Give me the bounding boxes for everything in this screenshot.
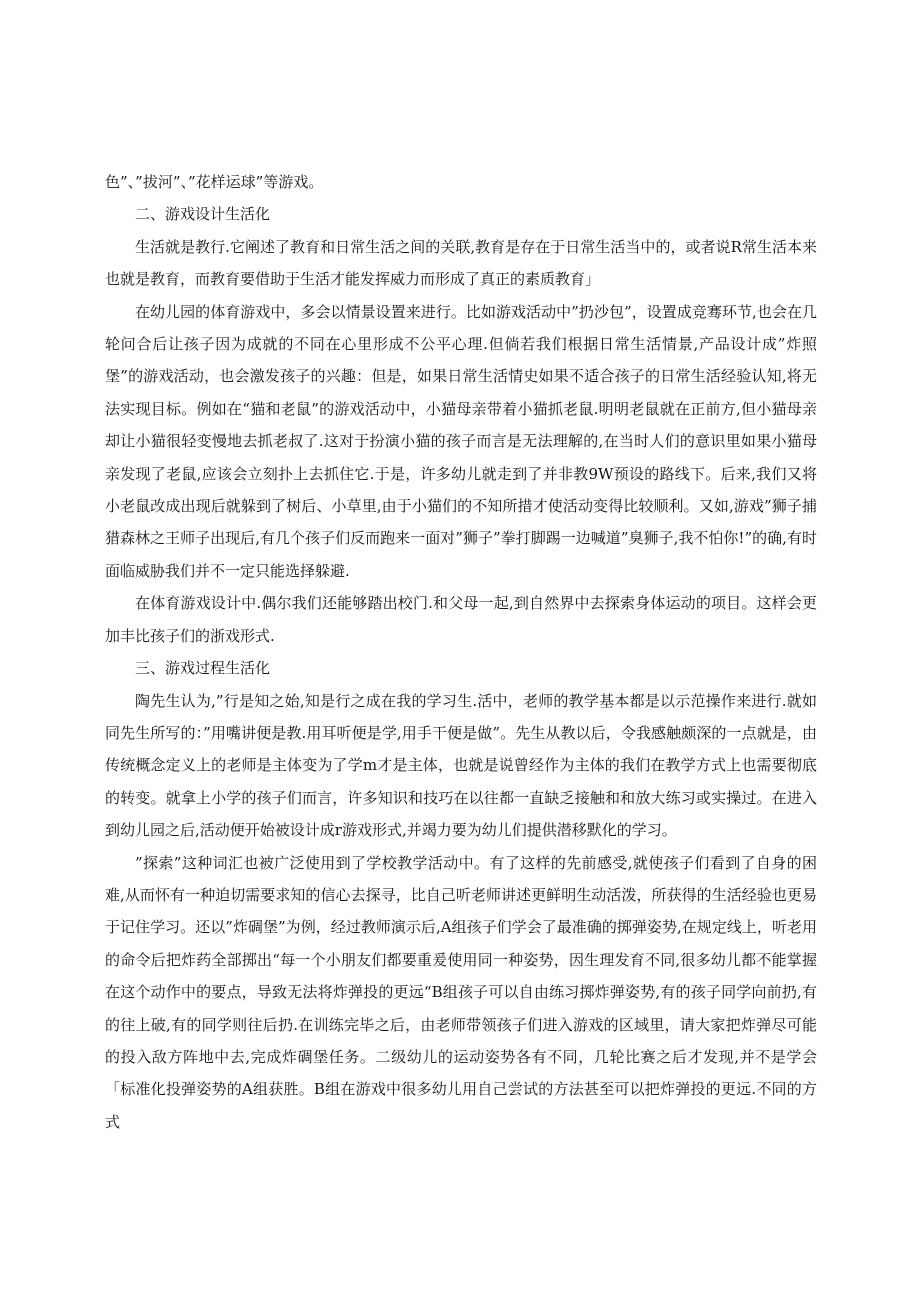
paragraph: 在体育游戏设计中.偶尔我们还能够踏出校门.和父母一起,到自然界中去探索身体运动的项目。这样会更加丰比孩子们的浙戏形式. bbox=[105, 594, 817, 645]
continued-paragraph: 色”、”拔河”、”花样运球”等游戏。 bbox=[105, 173, 324, 191]
paragraph: ”探索”这种词汇也被广泛使用到了学校教学活动中。有了这样的先前感受,就使孩子们看到了自身的困难,从而怀有一种迫切需要求知的信心去探寻，比自己听老师讲述更鲜明生动活泼，所获得的生活经验也更易于记住学习。还以”炸碉堡”为例，经过教师演示后,A组孩子们学会了最准确的掷弹姿势,在规定线上，听老用的命令后把炸药全部掷出“每一个小朋友们都要重爰使用同一种姿势，因生理发育不同,很多幼儿都不能掌握在这个动作中的要点，导致无法将炸弹投的更远“B组孩子可以自由练习掷炸弹姿势,有的孩子同学向前扔,有的往上破,有的同学则往后扔.在训练完毕之后，由老师带领孩子们进入游戏的区域里，请大家把炸弹尽可能的投入敌方阵地中去,完成炸碉堡任务。二级幼儿的运动姿势各有不同，几轮比赛之后才发现,并不是学会「标准化投弹姿势的A组获胜。B组在游戏中很多幼儿用自己尝试的方法甚至可以把炸弹投的更远.不同的方式 bbox=[105, 853, 817, 1131]
document-body bbox=[105, 166, 817, 1138]
paragraph: 陶先生认为,”行是知之始,知是行之成在我的学习生.活中，老师的教学基本都是以示范操作来进行.就如同先生所写的：”用嘴讲便是教.用耳听便是学,用手干便是做”。先生从教以后，令我感触颇深的一点就是，由传统概念定义上的老师是主体变为了学m才是主体，也就是说曾经作为主体的我们在教学方式上也需要彻底的转变。就拿上小学的孩子们而言，许多知识和技巧在以往都一直缺乏接触和和放大练习或实操过。在进入到幼儿园之后,活动便开始被设计成r游戏形式,并竭力要为幼儿们提供潜移默化的学习。 bbox=[105, 691, 817, 840]
paragraph: 在幼儿园的体育游戏中，多会以情景设置来进行。比如游戏活动中”扔沙包”，设置成竞骞环节,也会在几轮问合后让孩子因为成就的不同在心里形成不公平心理.但倘若我们根据日常生活情景,产品设计成”炸照堡”的游戏活动，也会激发孩子的兴趣：但是，如果日常生活情史如果不适合孩子的日常生活经验认知,将无法实现目标。例如在“猫和老鼠”的游戏活动中，小猫母亲带着小猫抓老鼠.明明老鼠就在正前方,但小猫母亲却让小猫很轻变慢地去抓老叔了.这对于扮演小猫的孩子而言是无法理解的,在当时人们的意识里如果小猫母亲发现了老鼠,应该会立刻扑上去抓住它.于是，许多幼儿就走到了并非教9W预设的路线下。后来,我们又将小老鼠改成出现后就躲到了树后、小草里,由于小猫们的不知所措才使活动变得比较顺利。又如,游戏”狮子捕猎森林之王师子出现后,有几个孩子们反而跑来一面对”狮子”拳打脚踢一边喊道”臭狮子,我不怕你!”的确,有时面临威胁我们并不一定只能选择躲避. bbox=[105, 302, 817, 580]
section-heading-2: 二、游戏设计生活化 bbox=[135, 205, 271, 224]
paragraph: 生活就是教行.它阐述了教育和日常生活之间的关联,教育是存在于日常生活当中的，或者说R常生活本来也就是教育，而教育要借助于生活才能发挥威力而形成了真正的素质教育」 bbox=[105, 237, 817, 289]
section-heading-3: 三、游戏过程生活化 bbox=[135, 659, 271, 678]
